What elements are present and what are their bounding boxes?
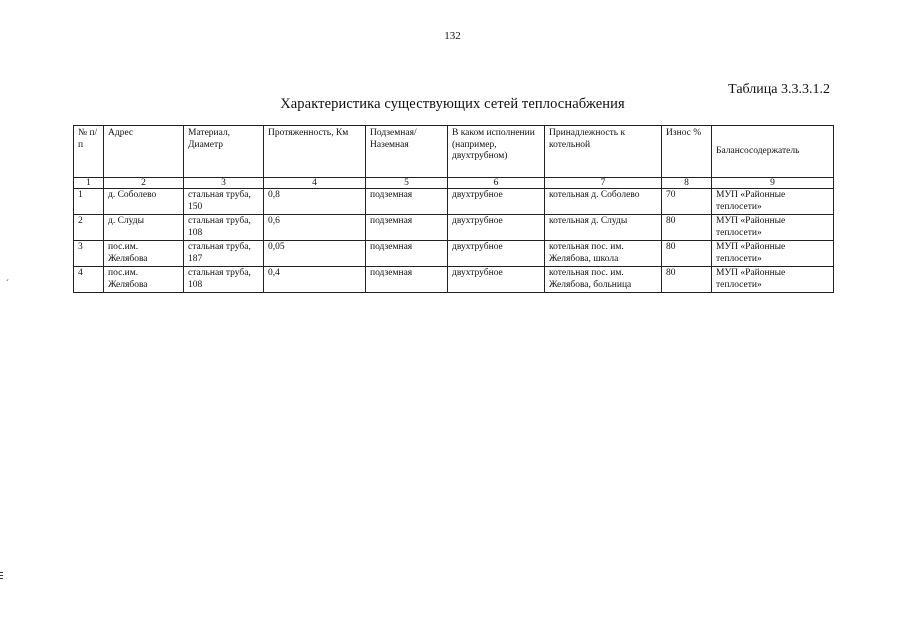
table-cell: пос.им. Желябова <box>104 267 184 293</box>
table-cell: стальная труба, 187 <box>184 241 264 267</box>
table-row <box>74 267 834 293</box>
column-number-row <box>74 178 834 189</box>
table-cell: 0,8 <box>264 189 366 215</box>
column-header: № п/п <box>74 126 104 178</box>
table-cell: пос.им. Желябова <box>104 241 184 267</box>
table-cell: 4 <box>74 267 104 293</box>
document-title: Характеристика существующих сетей теплоснабжения <box>280 96 625 112</box>
table-cell: двухтрубное <box>448 215 545 241</box>
table-cell: МУП «Районные теплосети» <box>712 215 834 241</box>
scan-mark <box>0 575 3 576</box>
table-cell: д. Слуды <box>104 215 184 241</box>
scan-mark <box>0 572 3 573</box>
column-header: Адрес <box>104 126 184 178</box>
table-number: Таблица 3.3.3.1.2 <box>728 82 830 97</box>
table-cell: 70 <box>662 189 712 215</box>
table-cell: стальная труба, 108 <box>184 215 264 241</box>
table-cell: 3 <box>74 241 104 267</box>
table-cell: котельная пос. им. Желябова, больница <box>545 267 662 293</box>
table-cell: 80 <box>662 241 712 267</box>
table-cell: подземная <box>366 267 448 293</box>
scan-mark <box>0 578 3 579</box>
table-row <box>74 241 834 267</box>
table-header-row <box>74 126 834 178</box>
column-number: 6 <box>448 178 545 189</box>
table-cell: подземная <box>366 215 448 241</box>
column-header: В каком исполнении (например, двухтрубном) <box>448 126 545 178</box>
scan-mark: ´ <box>6 278 9 288</box>
column-header: Протяженность, Км <box>264 126 366 178</box>
table-cell: 0,05 <box>264 241 366 267</box>
table-cell: стальная труба, 108 <box>184 267 264 293</box>
table-cell: МУП «Районные теплосети» <box>712 241 834 267</box>
column-number: 2 <box>104 178 184 189</box>
column-number: 3 <box>184 178 264 189</box>
table-cell: д. Соболево <box>104 189 184 215</box>
heat-network-table <box>73 125 834 293</box>
column-header: Износ % <box>662 126 712 178</box>
column-header: Материал, Диаметр <box>184 126 264 178</box>
column-number: 7 <box>545 178 662 189</box>
column-header: Балансосодержатель <box>712 126 834 178</box>
column-header: Подземная/ Наземная <box>366 126 448 178</box>
table-cell: 2 <box>74 215 104 241</box>
table-cell: котельная д. Соболево <box>545 189 662 215</box>
table-cell: стальная труба, 150 <box>184 189 264 215</box>
column-number: 5 <box>366 178 448 189</box>
column-number: 9 <box>712 178 834 189</box>
table-cell: 0,6 <box>264 215 366 241</box>
column-header: Принадлежность к котельной <box>545 126 662 178</box>
table-cell: подземная <box>366 241 448 267</box>
column-number: 8 <box>662 178 712 189</box>
table-cell: котельная д. Слуды <box>545 215 662 241</box>
page-number: 132 <box>444 30 461 42</box>
table-row <box>74 215 834 241</box>
table-cell: 80 <box>662 267 712 293</box>
table-cell: подземная <box>366 189 448 215</box>
table-cell: двухтрубное <box>448 267 545 293</box>
table-cell: МУП «Районные теплосети» <box>712 189 834 215</box>
table-cell: 0,4 <box>264 267 366 293</box>
table-cell: МУП «Районные теплосети» <box>712 267 834 293</box>
column-number: 4 <box>264 178 366 189</box>
table-row <box>74 189 834 215</box>
table-cell: двухтрубное <box>448 189 545 215</box>
table-cell: двухтрубное <box>448 241 545 267</box>
table-cell: котельная пос. им. Желябова, школа <box>545 241 662 267</box>
table-cell: 1 <box>74 189 104 215</box>
table-cell: 80 <box>662 215 712 241</box>
column-number: 1 <box>74 178 104 189</box>
